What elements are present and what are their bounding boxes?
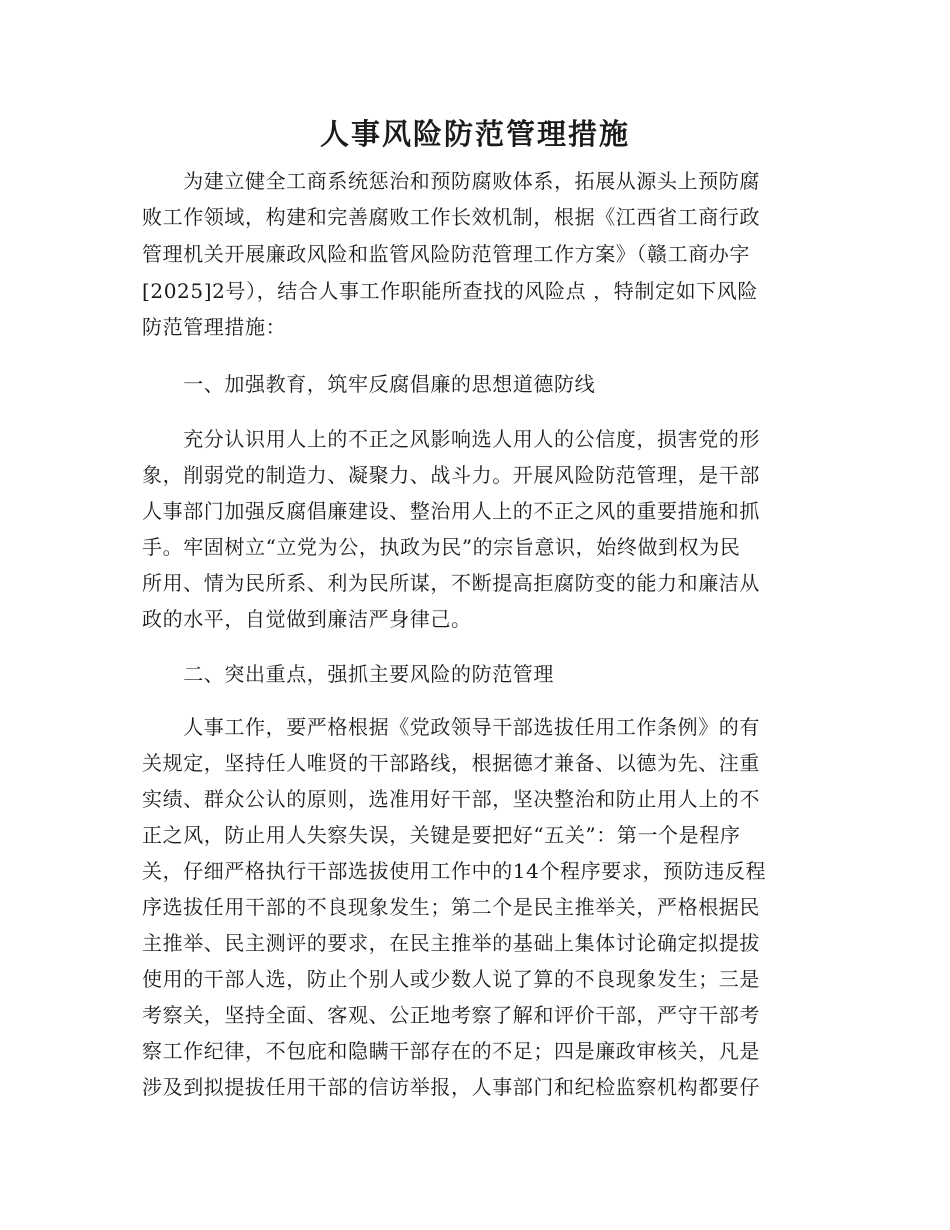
body-line: 为建立健全工商系统惩治和预防腐败体系，拓展从源头上预防腐 — [142, 169, 760, 193]
document-title: 人事风险防范管理措施 — [319, 117, 630, 151]
body-line: 人事部门加强反腐倡廉建设、整治用人上的不正之风的重要措施和抓 — [142, 499, 760, 523]
body-line: 正之风，防止用人失察失误，关键是要把好“五关”：第一个是程序 — [142, 823, 741, 847]
body-line: 关规定，坚持任人唯贤的干部路线，根据德才兼备、以德为先、注重 — [142, 751, 760, 775]
body-line: 所用、情为民所系、利为民所谋，不断提高拒腐防变的能力和廉洁从 — [142, 571, 760, 595]
section-heading: 一、加强教育，筑牢反腐倡廉的思想道德防线 — [142, 372, 596, 396]
body-line: 象，削弱党的制造力、凝聚力、战斗力。开展风险防范管理，是干部 — [142, 463, 760, 487]
body-line: 防范管理措施： — [142, 315, 287, 339]
section-heading: 二、突出重点，强抓主要风险的防范管理 — [142, 662, 554, 686]
body-line: 察工作纪律，不包庇和隐瞒干部存在的不足；四是廉政审核关，凡是 — [142, 1039, 760, 1063]
body-line: 人事工作，要严格根据《党政领导干部选拔任用工作条例》的有 — [142, 715, 760, 739]
body-line: 败工作领域，构建和完善腐败工作长效机制，根据《江西省工商行政 — [142, 205, 760, 229]
body-line: 序选拔任用干部的不良现象发生；第二个是民主推举关，严格根据民 — [142, 895, 760, 919]
body-line: 关，仔细严格执行干部选拔使用工作中的14个程序要求，预防违反程 — [142, 859, 767, 883]
body-line: 手。牢固树立“立党为公，执政为民”的宗旨意识，始终做到权为民 — [142, 535, 741, 559]
body-line: 主推举、民主测评的要求，在民主推举的基础上集体讨论确定拟提拔 — [142, 931, 760, 955]
body-line: 实绩、群众公认的原则，选准用好干部，坚决整治和防止用人上的不 — [142, 787, 760, 811]
body-line: 涉及到拟提拔任用干部的信访举报，人事部门和纪检监察机构都要仔 — [142, 1075, 760, 1099]
body-line: 使用的干部人选，防止个别人或少数人说了算的不良现象发生；三是 — [142, 967, 760, 991]
body-line: [2025]2号），结合人事工作职能所查找的风险点 ，特制定如下风险 — [142, 279, 758, 303]
body-line: 考察关，坚持全面、客观、公正地考察了解和评价干部，严守干部考 — [142, 1003, 760, 1027]
body-line: 充分认识用人上的不正之风影响选人用人的公信度，损害党的形 — [142, 427, 760, 451]
body-line: 管理机关开展廉政风险和监管风险防范管理工作方案》（赣工商办字 — [142, 242, 750, 266]
body-line: 政的水平，自觉做到廉洁严身律己。 — [142, 607, 472, 631]
